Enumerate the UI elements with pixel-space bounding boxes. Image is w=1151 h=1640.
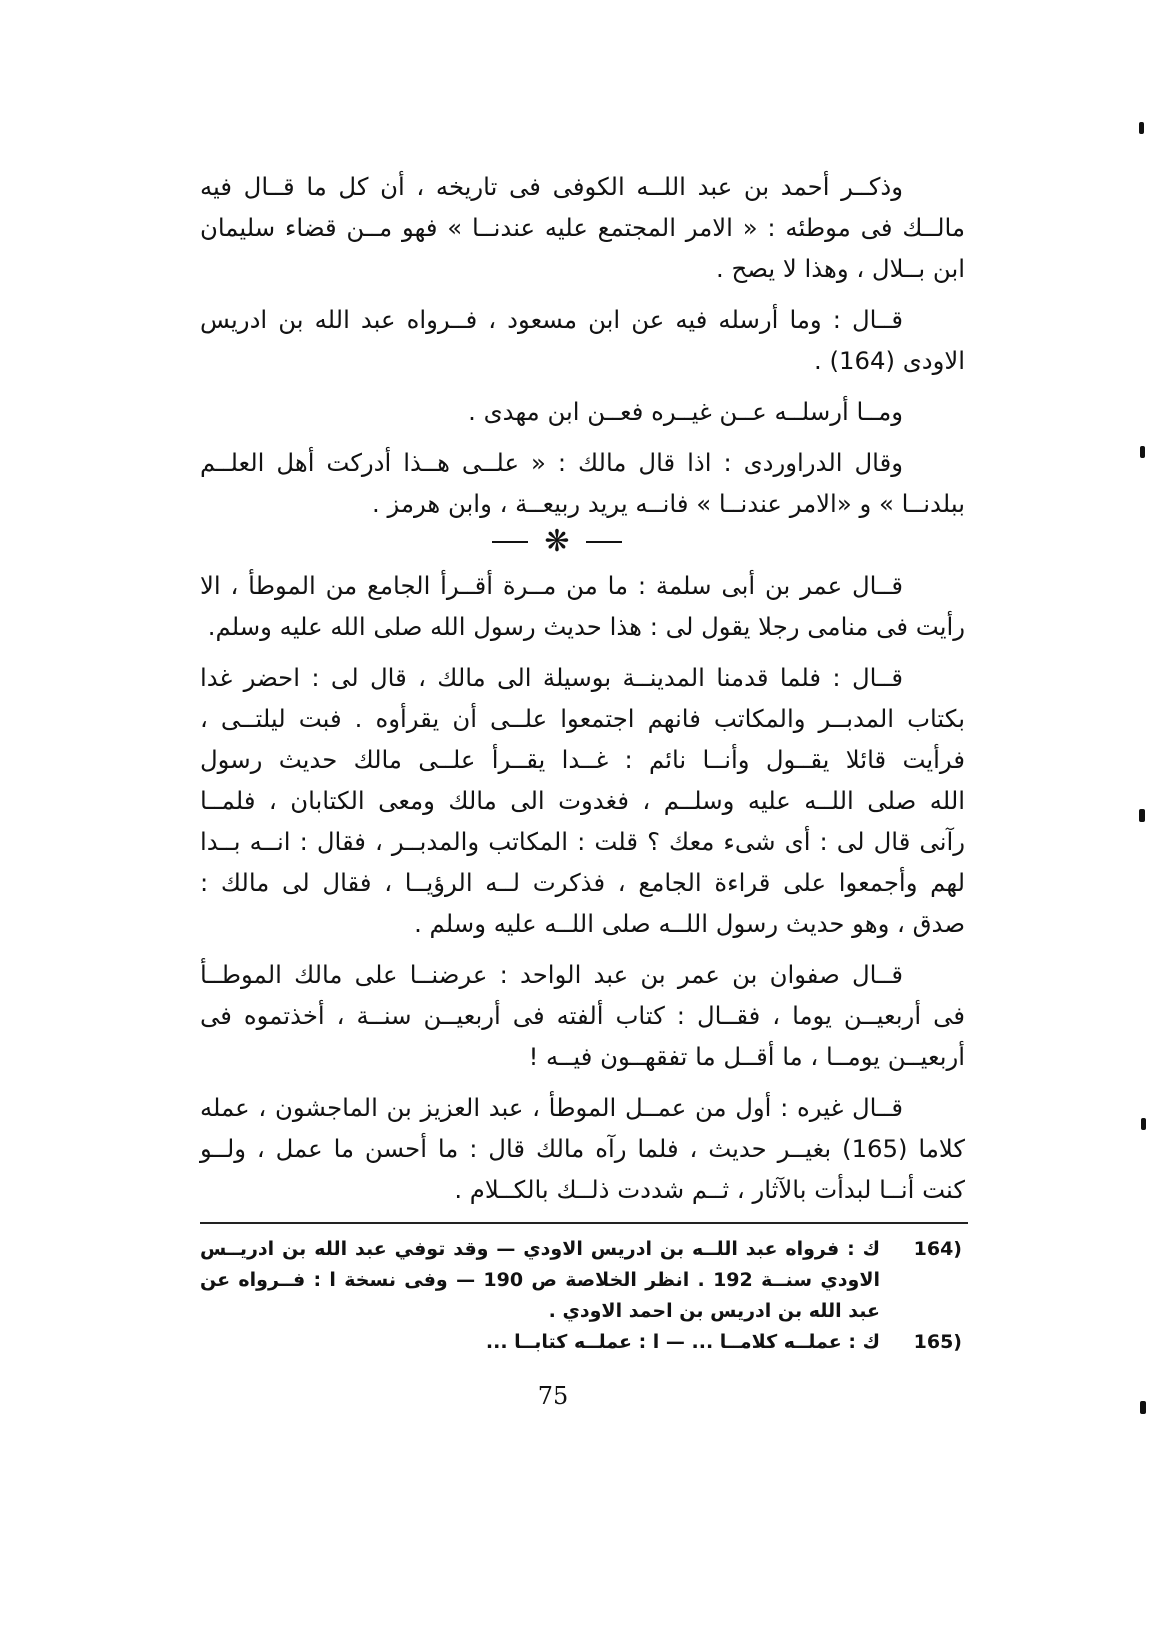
text-line: الاودى (164) . — [814, 346, 965, 375]
footnote-text — [200, 1234, 880, 1327]
paragraph — [200, 1087, 965, 1210]
text-line: قــال صفوان بن عمر بن عبد الواحد : عرضنــا على مالك الموطــأ — [200, 960, 903, 989]
text-line: صدق ، وهو حديث رسول اللــه صلى اللــه عليه وسلم . — [414, 909, 965, 938]
footnote-number: 165) — [913, 1331, 962, 1353]
text-line: ببلدنــا » و «الامر عندنــا » فانــه يريد ربيعــة ، وابن هرمز . — [372, 489, 965, 518]
footnote-line: ك : عملــه كلامــا ... — ا : عملــه كتابــا ... — [485, 1331, 880, 1353]
text-line: أربعيــن يومــا ، ما أقــل ما تفقهــون فيــه ! — [528, 1042, 965, 1071]
scan-speck — [1140, 446, 1145, 458]
text-line: كنت أنــا لبدأت بالآثار ، ثــم شددت ذلــك بالكــلام . — [454, 1175, 965, 1204]
paragraph — [200, 657, 965, 944]
text-line: قــال غيره : أول من عمــل الموطأ ، عبد العزيز بن الماجشون ، عمله — [200, 1093, 903, 1122]
paragraph — [200, 391, 965, 432]
footnote — [200, 1234, 965, 1327]
text-line: ابن بــلال ، وهذا لا يصح . — [716, 254, 965, 283]
separator-dash — [586, 541, 622, 543]
text-line: قــال : وما أرسله فيه عن ابن مسعود ، فــرواه عبد الله بن ادريس — [200, 305, 903, 334]
main-text — [200, 166, 965, 1220]
text-line: بكتاب المدبــر والمكاتب فانهم اجتمعوا علــى أن يقرأوه . فبت ليلتــى ، — [200, 704, 965, 733]
text-line: ومــا أرسلــه عــن غيــره فعــن ابن مهدى . — [468, 397, 903, 426]
text-line: رأيت فى منامى رجلا يقول لى : هذا حديث رسول الله صلى الله عليه وسلم. — [207, 612, 965, 641]
text-line: قــال عمر بن أبى سلمة : ما من مــرة أقــرأ الجامع من الموطأ ، الا — [200, 571, 903, 600]
paragraph — [200, 442, 965, 524]
text-line: كلاما (165) بغيــر حديث ، فلما رآه مالك قال : ما أحسن ما عمل ، ولــو — [200, 1134, 965, 1163]
text-line: فى أربعيــن يوما ، فقــال : كتاب ألفته فى أربعيــن سنــة ، أخذتموه فى — [200, 1001, 965, 1030]
separator-ornament — [492, 526, 622, 558]
text-line: وذكــر أحمد بن عبد اللــه الكوفى فى تاريخه ، أن كل ما قــال فيه — [200, 172, 903, 201]
section-separator — [200, 526, 965, 558]
separator-dash — [492, 541, 528, 543]
text-line: الله صلى اللــه عليه وسلــم ، فغدوت الى مالك ومعى الكتابان ، فلمــا — [200, 786, 965, 815]
text-line: قــال : فلما قدمنا المدينــة بوسيلة الى مالك ، قال لى : احضر غدا — [200, 663, 903, 692]
footnote-number: 164) — [913, 1238, 962, 1260]
footnote-line: الاودي سنــة 192 . انظر الخلاصة ص 190 — وفى نسخة ا : فــرواه عن — [200, 1269, 880, 1291]
text-line: مالــك فى موطئه : « الامر المجتمع عليه عندنــا » فهو مــن قضاء سليمان — [200, 213, 965, 242]
text-line: فرأيت قائلا يقــول وأنــا نائم : غــدا يقــرأ علــى مالك حديث رسول — [200, 745, 965, 774]
scan-speck — [1139, 122, 1144, 134]
scan-speck — [1139, 809, 1145, 822]
paragraph — [200, 299, 965, 381]
text-line: رآنى قال لى : أى شىء معك ؟ قلت : المكاتب والمدبــر ، فقال : انــه بــدا — [200, 827, 965, 856]
page-number: 75 — [537, 1382, 569, 1410]
paragraph — [200, 954, 965, 1077]
text-line: لهم وأجمعوا على قراءة الجامع ، فذكرت لــه الرؤيــا ، فقال لى مالك : — [200, 868, 965, 897]
paragraph — [200, 166, 965, 289]
asterism-icon: ❋ — [544, 524, 570, 559]
footnote-line: عبد الله بن ادريس بن احمد الاودي . — [548, 1300, 880, 1322]
scan-speck — [1140, 1401, 1146, 1414]
paragraph — [200, 565, 965, 647]
footnote-rule — [200, 1222, 968, 1224]
footnotes — [200, 1234, 965, 1358]
footnote-line: ك : فرواه عبد اللــه بن ادريس الاودي — وقد توفي عبد الله بن ادريــس — [200, 1238, 880, 1260]
footnote-text — [200, 1327, 880, 1358]
footnote — [200, 1327, 965, 1358]
scan-speck — [1141, 1118, 1146, 1130]
text-line: وقال الدراوردى : اذا قال مالك : « علــى هــذا أدركت أهل العلــم — [200, 448, 903, 477]
